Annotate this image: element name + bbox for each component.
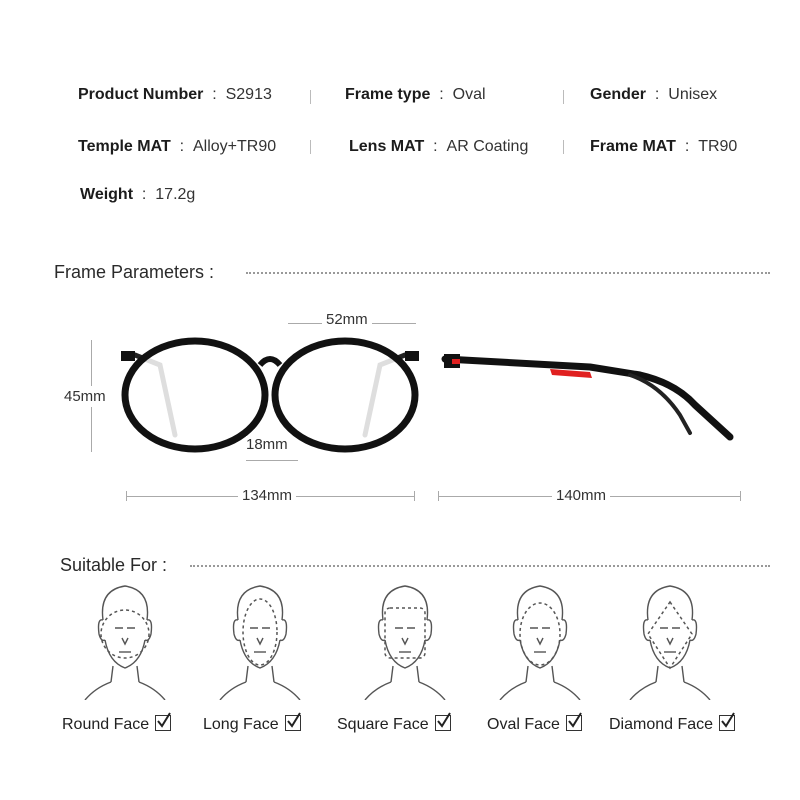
- spec-temple-mat: [78, 138, 276, 156]
- spec-colon: :: [175, 138, 189, 155]
- bridge-label: 18mm: [246, 436, 288, 453]
- spec-label: Gender: [590, 86, 647, 103]
- face-label: Oval Face: [487, 716, 560, 733]
- spec-lens-mat: [349, 138, 528, 156]
- face-round-item: [62, 715, 171, 734]
- checkbox-checked-icon: [435, 715, 451, 731]
- lens-width-label: 52mm: [322, 311, 372, 328]
- face-diamond: [630, 586, 710, 700]
- face-label: Square Face: [337, 716, 429, 733]
- glasses-side-view: [440, 345, 740, 445]
- face-diamond-item: [609, 715, 735, 734]
- divider: [310, 140, 311, 154]
- spec-label: Frame type: [345, 86, 431, 103]
- lens-height-label: 45mm: [64, 388, 106, 405]
- dimension-tick: [414, 491, 415, 501]
- suitable-for-title: Suitable For :: [60, 555, 168, 575]
- spec-label: Temple MAT: [78, 138, 171, 155]
- spec-frame-type: [345, 86, 486, 104]
- spec-colon: :: [207, 86, 222, 103]
- spec-weight: [80, 186, 195, 204]
- spec-label: Lens MAT: [349, 138, 425, 155]
- spec-value: AR Coating: [446, 138, 529, 155]
- spec-value: Unisex: [668, 86, 718, 103]
- section-divider: [246, 272, 770, 274]
- spec-frame-mat: [590, 138, 737, 156]
- dimension-tick: [740, 491, 741, 501]
- face-square-item: [337, 715, 451, 734]
- spec-product-number: [78, 86, 272, 104]
- spec-label: Weight: [80, 186, 134, 203]
- face-label: Round Face: [62, 716, 150, 733]
- face-round: [85, 586, 165, 700]
- face-label: Diamond Face: [609, 716, 714, 733]
- spec-colon: :: [428, 138, 443, 155]
- spec-colon: :: [434, 86, 449, 103]
- section-divider: [190, 565, 770, 567]
- spec-value: S2913: [225, 86, 272, 103]
- checkbox-checked-icon: [285, 715, 301, 731]
- spec-label: Product Number: [78, 86, 204, 103]
- divider: [563, 90, 564, 104]
- spec-value: Oval: [452, 86, 486, 103]
- checkbox-checked-icon: [155, 715, 171, 731]
- face-label: Long Face: [203, 716, 279, 733]
- checkbox-checked-icon: [566, 715, 582, 731]
- face-shape-illustrations: [0, 585, 800, 700]
- spec-value: 17.2g: [155, 186, 196, 203]
- temple-length-label: 140mm: [552, 487, 610, 504]
- face-oval: [500, 586, 580, 700]
- spec-gender: [590, 86, 717, 104]
- spec-value: TR90: [698, 138, 738, 155]
- spec-colon: :: [650, 86, 664, 103]
- frame-parameters-title: Frame Parameters :: [54, 262, 215, 282]
- spec-value: Alloy+TR90: [193, 138, 277, 155]
- face-oval-item: [487, 715, 582, 734]
- divider: [310, 90, 311, 104]
- frame-width-label: 134mm: [238, 487, 296, 504]
- spec-label: Frame MAT: [590, 138, 676, 155]
- face-long-item: [203, 715, 301, 734]
- checkbox-checked-icon: [719, 715, 735, 731]
- spec-colon: :: [137, 186, 151, 203]
- spec-colon: :: [680, 138, 694, 155]
- face-square: [365, 586, 445, 700]
- dimension-tick: [126, 491, 127, 501]
- dimension-tick: [438, 491, 439, 501]
- face-long: [220, 586, 300, 700]
- divider: [563, 140, 564, 154]
- dimension-line: [246, 460, 298, 461]
